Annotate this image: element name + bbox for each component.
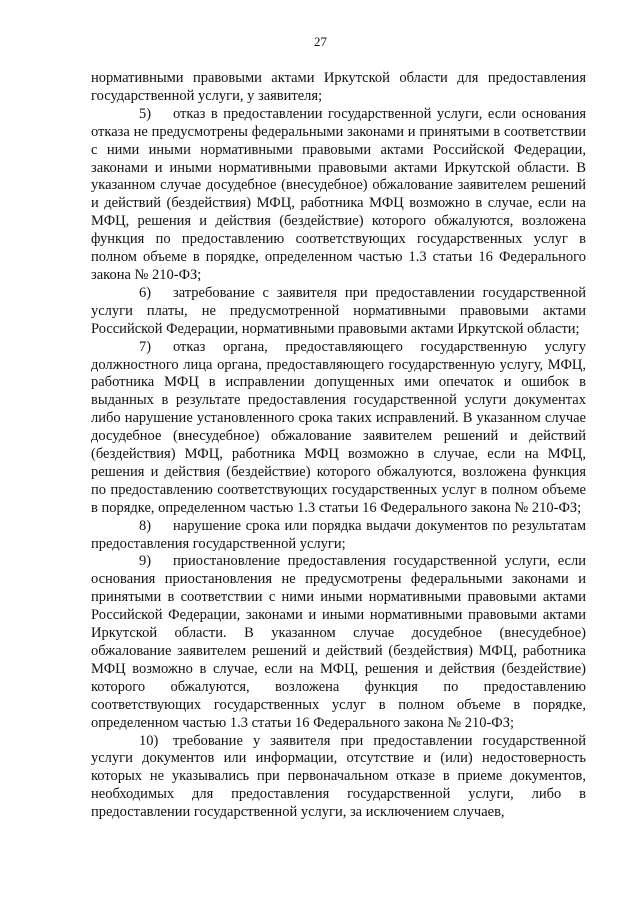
list-number: 8) xyxy=(139,517,152,534)
list-item-7 xyxy=(91,339,586,518)
list-item-9 xyxy=(91,553,586,732)
list-item-6 xyxy=(91,285,586,339)
page-number: 27 xyxy=(314,34,327,49)
paragraph-continuation xyxy=(91,70,586,106)
list-number: 7) xyxy=(139,338,152,355)
list-item-8 xyxy=(91,518,586,554)
list-item-10 xyxy=(91,733,586,823)
list-item-text: затребование с заявителя при предоставлении государственной услуги платы, не предусмотренной нормативными правовыми актами Российской Федерации, нормативными правовыми актами Иркутской области; xyxy=(91,284,586,337)
list-item-text: отказ органа, предоставляющего государственную услугу должностного лица органа, предоставляющего государственную услугу, МФЦ, работника МФЦ в исправлении допущенных ими опечаток и ошибок в выданных в результате предоставления государственной услуги документах либо нарушение установленного срока таких исправлений. В указанном случае досудебное (внесудебное) обжалование заявителем решений и действий (бездействия) МФЦ, работника МФЦ возможно в случае, если на МФЦ, решения и действия (бездействие) которого обжалуются, возложена функция по предоставлению соответствующих государственных услуг в полном объеме в порядке, определенном частью 1.3 статьи 16 Федерального закона № 210-ФЗ; xyxy=(91,338,586,516)
list-number: 10) xyxy=(139,732,159,749)
paragraph-text: нормативными правовыми актами Иркутской области для предоставления государственной услуги, у заявителя; xyxy=(91,70,586,104)
list-item-text: требование у заявителя при предоставлении государственной услуги документов или информации, отсутствие и (или) недостоверность которых не указывались при первоначальном отказе в приеме документов, необходимых для предоставления государственной услуги, либо в предоставлении государственной услуги, за исключением случаев, xyxy=(91,732,586,821)
list-number: 6) xyxy=(139,284,152,301)
list-item-5 xyxy=(91,106,586,285)
list-item-text: отказ в предоставлении государственной услуги, если основания отказа не предусмотрены федеральными законами и принятыми в соответствии с ними иными нормативными правовыми актами Российской Федерации, законами и иными нормативными правовыми актами Иркутской области. В указанном случае досудебное (внесудебное) обжалование заявителем решений и действий (бездействия) МФЦ, работника МФЦ возможно в случае, если на МФЦ, решения и действия (бездействие) которого обжалуются, возложена функция по предоставлению соответствующих государственных услуг в полном объеме в порядке, определенном частью 1.3 статьи 16 Федерального закона № 210-ФЗ; xyxy=(91,105,586,283)
list-item-text: нарушение срока или порядка выдачи документов по результатам предоставления государственной услуги; xyxy=(91,517,586,552)
document-body xyxy=(91,70,586,822)
list-number: 5) xyxy=(139,105,152,122)
list-number: 9) xyxy=(139,553,152,570)
list-item-text: приостановление предоставления государственной услуги, если основания приостановления не предусмотрены федеральными законами и принятыми в соответствии с ними иными нормативными правовыми актами Российской Федерации, законами и иными нормативными правовыми актами Иркутской области. В указанном случае досудебное (внесудебное) обжалование заявителем решений и действий (бездействия) МФЦ, работника МФЦ возможно в случае, если на МФЦ, решения и действия (бездействие) которого обжалуются, возложена функция по предоставлению соответствующих государственных услуг в полном объеме в порядке, определенном частью 1.3 статьи 16 Федерального закона № 210-ФЗ; xyxy=(91,553,586,731)
